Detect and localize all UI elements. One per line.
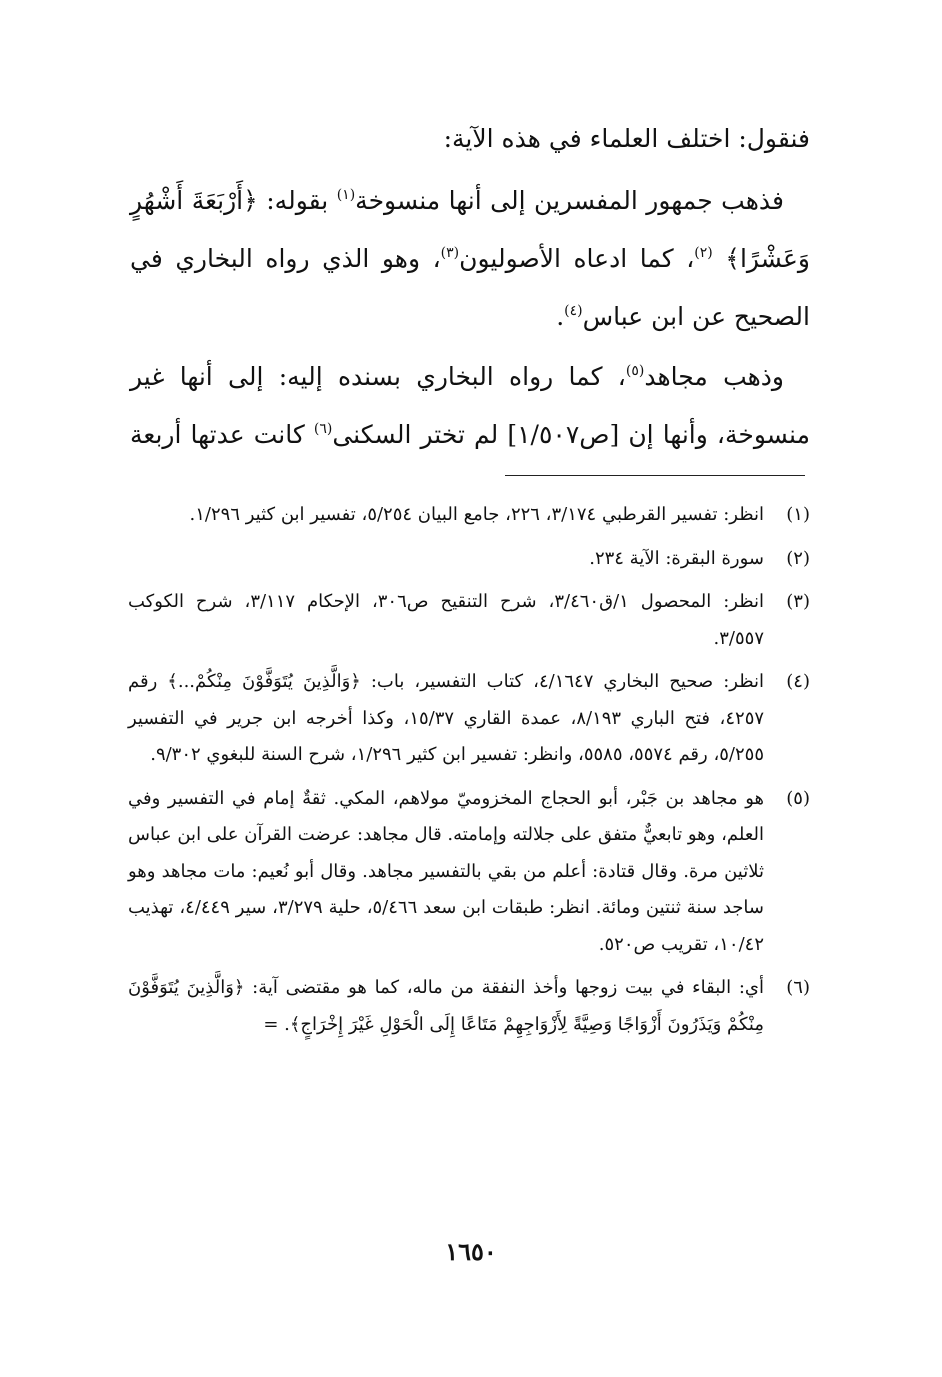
footnote-number: (٦) [786, 977, 810, 998]
paragraph-majority-view [130, 172, 810, 346]
footnote-ref-1[interactable]: (١) [336, 187, 356, 203]
footnote-text: سورة البقرة: الآية ٢٣٤. [589, 547, 764, 569]
footnote-text: انظر: صحيح البخاري ٤/١٦٤٧، كتاب التفسير، باب: ﴿وَالَّذِينَ يُتَوَفَّوْنَ مِنْكُمْ...﴾ رقم ٤٢٥٧، فتح الباري ٨/١٩٣، عمدة القاري ١٥/٣٧، وكذا أخرجه ابن جرير في التفسير ٥/٢٥٥، رقم ٥٥٧٤، ٥٥٨٥، وانظر: تفسير ابن كثير ١/٢٩٦، شرح السنة للبغوي ٩/٣٠٢. [128, 671, 765, 765]
para1-text-c: ، كما ادعاه الأصوليون [459, 244, 695, 273]
para2-text-b: ، كما رواه البخاري بسنده إليه: إلى أنها غير منسوخة، وأنها إن [ص١/٥٠٧] لم تختر السكنى [130, 362, 810, 449]
footnote-1 [128, 497, 810, 534]
footnote-text: انظر: تفسير القرطبي ٣/١٧٤، ٢٢٦، جامع البيان ٥/٢٥٤، تفسير ابن كثير ١/٢٩٦. [189, 504, 764, 525]
footnote-5 [128, 781, 810, 964]
footnote-6 [128, 970, 810, 1043]
para1-text-a: فذهب جمهور المفسرين إلى أنها منسوخة [355, 186, 784, 215]
lead-sentence: فنقول: اختلف العلماء في هذه الآية: [443, 124, 810, 153]
para2-text-a: وذهب مجاهد [644, 362, 785, 391]
footnote-text: هو مجاهد بن جَبْر، أبو الحجاج المخزوميّ مولاهم، المكي. ثقةٌ إمام في التفسير وفي العلم، وهو تابعيٌّ متفق على جلالته وإمامته. قال مجاهد: عرضت القرآن على ابن عباس ثلاثين مرة. وقال قتادة: أعلم من بقي بالتفسير مجاهد. وقال أبو نُعيم: مات مجاهد وهو ساجد سنة ثنتين ومائة. انظر: طبقات ابن سعد ٥/٤٦٦، حلية ٣/٢٧٩، سير ٤/٤٤٩، تهذيب ١٠/٤٢، تقريب ص٥٢٠. [128, 787, 764, 955]
paragraph-mujahid-view [130, 348, 810, 464]
footnote-ref-5[interactable]: (٥) [625, 363, 645, 379]
para1-text-e: . [556, 302, 565, 331]
para1-text-d: ، وهو الذي رواه البخاري في الصحيح عن ابن عباس [130, 244, 810, 331]
footnote-2 [128, 541, 810, 578]
footnote-ref-4[interactable]: (٤) [564, 303, 583, 319]
footnote-ref-3[interactable]: (٣) [440, 245, 460, 261]
para2-text-c: كانت عدتها أربعة [130, 420, 314, 449]
main-text [130, 110, 810, 464]
footnote-number: (٣) [786, 591, 810, 612]
footnote-3 [128, 584, 810, 657]
footnote-text: انظر: المحصول ١/ق٣/٤٦٠، شرح التنقيح ص٣٠٦، الإحكام ٣/١١٧، شرح الكوكب ٣/٥٥٧. [128, 591, 764, 649]
footnote-ref-6[interactable]: (٦) [313, 421, 333, 437]
footnote-number: (٥) [786, 787, 810, 809]
page-number: ١٦٥٠ [445, 1237, 497, 1266]
footnote-number: (٢) [786, 547, 810, 569]
footnote-number: (١) [786, 504, 810, 525]
para1-text-b: بقوله: ﴿أَرْبَعَةَ أَشْهُرٍ وَعَشْرًا﴾ [130, 186, 810, 273]
footnote-divider [505, 475, 805, 476]
footnote-text: أي: البقاء في بيت زوجها وأخذ النفقة من ماله، كما هو مقتضى آية: ﴿وَالَّذِينَ يُتَوَفَّوْنَ مِنْكُمْ وَيَذَرُونَ أَزْوَاجًا وَصِيَّةً لِأَزْوَاجِهِمْ مَتَاعًا إِلَى الْحَوْلِ غَيْرَ إِخْرَاجٍ﴾. = [128, 977, 764, 1035]
footnote-number: (٤) [786, 671, 810, 692]
footnote-ref-2[interactable]: (٢) [694, 245, 713, 261]
footnotes [128, 497, 810, 1050]
footnote-4 [128, 664, 810, 774]
